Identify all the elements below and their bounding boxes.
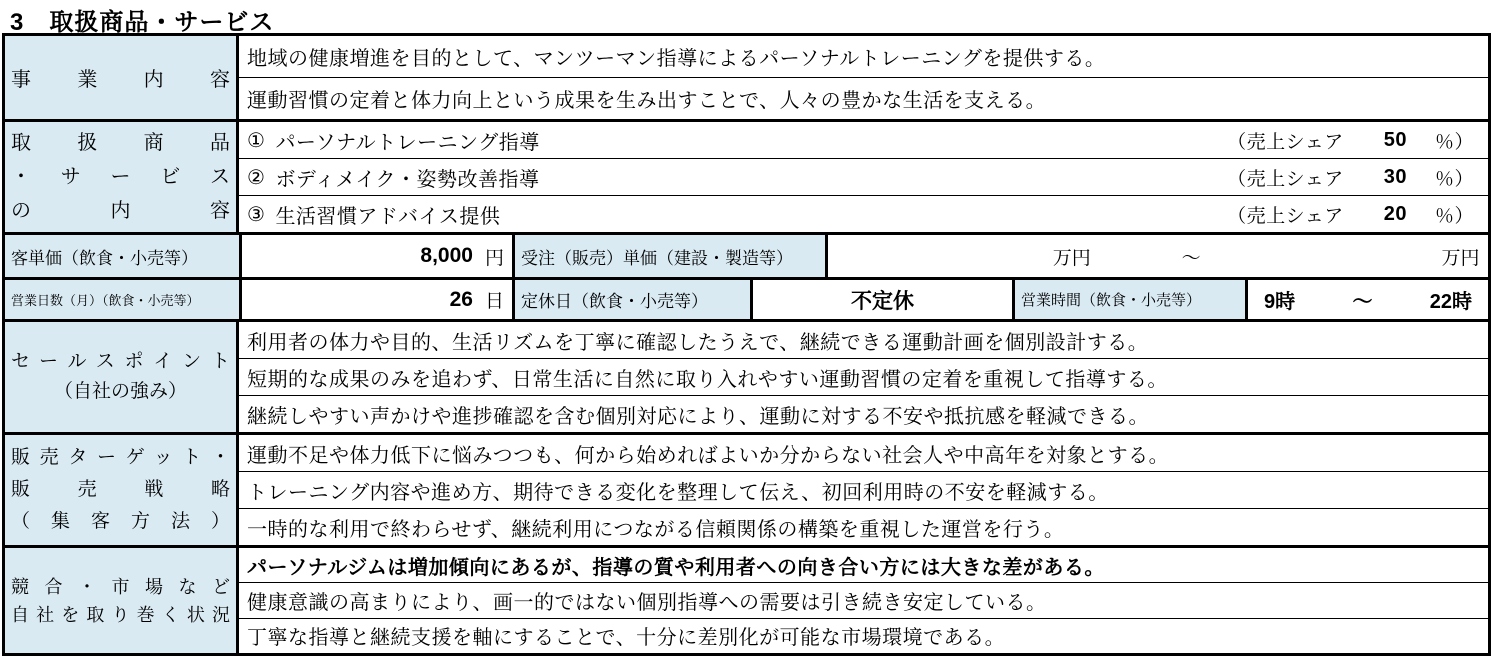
share-prefix: （売上シェア <box>1227 168 1344 190</box>
product-1-name: パーソナルトレーニング指導 <box>275 131 540 154</box>
product-3-share-value: 20 <box>1383 202 1407 225</box>
competition-line-2: 健康意識の高まりにより、画一的ではない個別指導への需要は引き続き安定している。 <box>239 582 1488 617</box>
hours-to: 22時 <box>1429 291 1472 313</box>
sales-target-header-line-1: 販売ターゲット・ <box>11 447 230 468</box>
share-suffix: ％） <box>1434 205 1474 227</box>
business-days-label: 営業日数（月）（飲食・小売等） <box>5 280 242 319</box>
product-3-number: ③ <box>247 203 266 226</box>
order-price-range-cell <box>828 235 1488 277</box>
sales-target-header-line-2: 販売戦略 <box>11 479 230 500</box>
sales-points-line-2: 短期的な成果のみを追わず、日常生活に自然に取り入れやすい運動習慣の定着を重視して指導する。 <box>239 358 1488 395</box>
sales-points-header <box>5 322 239 432</box>
competition-header-line-1: 競合・市場など <box>11 576 230 597</box>
section-sales-points <box>5 322 1488 435</box>
unit-price-value-cell <box>242 235 515 277</box>
business-overview-header-label: 事業内容 <box>11 69 230 91</box>
product-2-share <box>1227 164 1488 191</box>
products-header-line-2: ・サービス <box>11 166 230 188</box>
product-2-share-value: 30 <box>1383 165 1407 188</box>
sales-target-line-1: 運動不足や体力低下に悩みつつも、何から始めればよいか分からない社会人や中高年を対象とする。 <box>247 444 1170 467</box>
row-business-days <box>5 280 1488 322</box>
sales-points-header-line-1: セールスポイント <box>11 351 230 372</box>
hours-from: 9時 <box>1264 291 1296 313</box>
product-2-number: ② <box>247 166 266 189</box>
range-tilde: ～ <box>1181 247 1201 269</box>
sales-points-line-3: 継続しやすい声かけや進捗確認を含む個別対応により、運動に対する不安や抵抗感を軽減できる。 <box>239 395 1488 432</box>
business-days-unit: 日 <box>484 291 504 312</box>
share-prefix: （売上シェア <box>1227 131 1344 153</box>
sales-target-line-3: 一時的な利用で終わらせず、継続利用につながる信頼関係の構築を重視した運営を行う。 <box>239 508 1488 545</box>
range-unit-to: 万円 <box>1441 247 1480 269</box>
range-unit-from: 万円 <box>1052 247 1091 269</box>
competition-line-3: 丁寧な指導と継続支援を軸にすることで、十分に差別化が可能な市場環境である。 <box>239 618 1488 653</box>
row-unit-price <box>5 235 1488 280</box>
section-competition <box>5 548 1488 653</box>
competition-header-line-2: 自社を取り巻く状況 <box>11 604 230 625</box>
section-products <box>5 122 1488 235</box>
product-1-share <box>1227 127 1488 154</box>
product-1-number: ① <box>247 129 266 152</box>
share-suffix: ％） <box>1434 131 1474 153</box>
sales-target-header <box>5 435 239 545</box>
product-row-3 <box>239 195 1488 232</box>
section-sales-target <box>5 435 1488 548</box>
competition-header <box>5 548 239 653</box>
business-days-value: 26 <box>449 287 473 311</box>
product-row-1 <box>239 122 1488 158</box>
section-business-overview <box>5 36 1488 122</box>
products-header <box>5 122 239 232</box>
sales-target-header-line-3: （集客方法） <box>11 511 230 532</box>
hours-label: 営業時間（飲食・小売等） <box>1015 280 1248 319</box>
product-2-name: ボディメイク・姿勢改善指導 <box>275 168 540 191</box>
products-header-line-3: の内容 <box>11 200 230 222</box>
hours-tilde: ～ <box>1352 291 1373 313</box>
unit-price-value: 8,000 <box>420 244 473 267</box>
products-header-line-1: 取扱商品 <box>11 132 230 154</box>
sales-points-line-1: 利用者の体力や目的、生活リズムを丁寧に確認したうえで、継続できる運動計画を個別設計する。 <box>247 331 1149 354</box>
hours-value-cell <box>1248 280 1488 319</box>
business-overview-line-1: 地域の健康増進を目的として、マンツーマン指導によるパーソナルトレーニングを提供する。 <box>247 48 1106 70</box>
holiday-label: 定休日（飲食・小売等） <box>515 280 753 319</box>
sales-points-header-line-2: （自社の強み） <box>53 381 187 402</box>
product-1-share-value: 50 <box>1383 128 1407 151</box>
business-overview-header <box>5 36 239 119</box>
sales-target-line-2: トレーニング内容や進め方、期待できる変化を整理して伝え、初回利用時の不安を軽減する。 <box>239 471 1488 508</box>
product-3-name: 生活習慣アドバイス提供 <box>275 205 501 228</box>
business-overview-line-2: 運動習慣の定着と体力向上という成果を生み出すことで、人々の豊かな生活を支える。 <box>239 77 1488 119</box>
holiday-value: 不定休 <box>753 280 1015 319</box>
product-row-2 <box>239 158 1488 195</box>
product-3-share <box>1227 201 1488 228</box>
share-suffix: ％） <box>1434 168 1474 190</box>
order-price-label: 受注（販売）単価（建設・製造等） <box>515 235 828 277</box>
share-prefix: （売上シェア <box>1227 205 1344 227</box>
unit-price-label: 客単価（飲食・小売等） <box>5 235 242 277</box>
competition-line-1: パーソナルジムは増加傾向にあるが、指導の質や利用者への向き合い方には大きな差がある。 <box>247 556 1105 579</box>
business-days-value-cell <box>242 280 515 319</box>
page-title: 3 取扱商品・サービス <box>10 9 275 36</box>
products-services-table <box>2 33 1491 656</box>
unit-price-unit: 円 <box>484 247 504 269</box>
